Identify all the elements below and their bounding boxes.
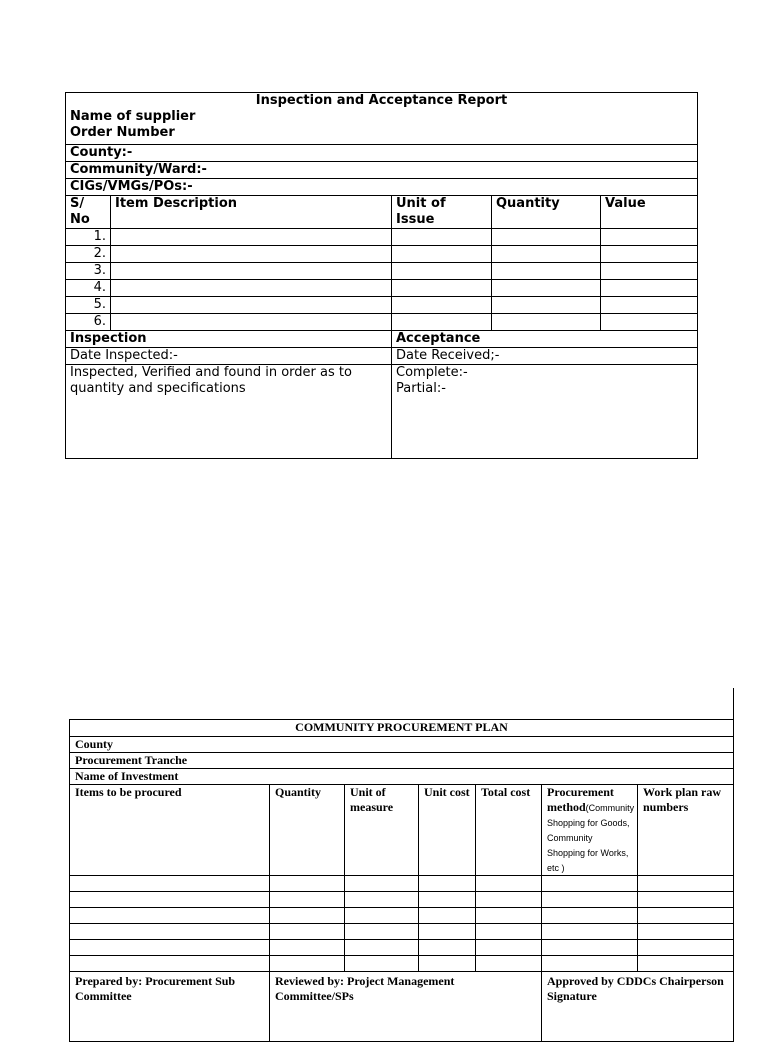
table-row (66, 246, 698, 263)
inspection-statement: Inspected, Verified and found in order as to quantity and specifications (66, 365, 392, 459)
report-title: Inspection and Acceptance Report (255, 93, 508, 108)
acceptance-heading: Acceptance (392, 331, 698, 348)
value-cell (601, 314, 698, 331)
item-cell (111, 297, 392, 314)
table-row (70, 924, 734, 940)
row-number: 2. (66, 246, 111, 263)
date-inspected-label: Date Inspected:- (66, 348, 392, 365)
table-row (66, 297, 698, 314)
item-cell (111, 229, 392, 246)
complete-label: Complete:- (396, 365, 468, 380)
county-label: County:- (66, 145, 698, 162)
col-work-plan: Work plan raw numbers (638, 785, 734, 876)
report-header-cell (66, 93, 698, 145)
inspection-heading: Inspection (66, 331, 392, 348)
col-plan-quantity: Quantity (270, 785, 345, 876)
col-total-cost: Total cost (476, 785, 542, 876)
cigs-label: CIGs/VMGs/POs:- (66, 179, 698, 196)
quantity-cell (492, 263, 601, 280)
row-number: 1. (66, 229, 111, 246)
col-unit-of-issue: Unit of Issue (392, 196, 492, 229)
row-number: 5. (66, 297, 111, 314)
unit-cell (392, 297, 492, 314)
unit-cell (392, 280, 492, 297)
plan-investment-label: Name of Investment (70, 769, 734, 785)
row-number: 6. (66, 314, 111, 331)
plan-tranche-label: Procurement Tranche (70, 753, 734, 769)
value-cell (601, 280, 698, 297)
row-number: 4. (66, 280, 111, 297)
reviewed-by-cell: Reviewed by: Project Management Committee/SPs (270, 972, 542, 1042)
procurement-method-label: Procurement method (547, 785, 614, 814)
item-cell (111, 280, 392, 297)
value-cell (601, 229, 698, 246)
value-cell (601, 297, 698, 314)
table-row (70, 908, 734, 924)
unit-cell (392, 246, 492, 263)
item-cell (111, 246, 392, 263)
col-procurement-method (542, 785, 638, 876)
col-item-description: Item Description (111, 196, 392, 229)
value-cell (601, 263, 698, 280)
quantity-cell (492, 314, 601, 331)
col-quantity: Quantity (492, 196, 601, 229)
col-items-to-be-procured: Items to be procured (70, 785, 270, 876)
table-row (70, 876, 734, 892)
table-row (66, 263, 698, 280)
col-sno: S/ No (66, 196, 111, 229)
plan-county-label: County (70, 737, 734, 753)
row-number: 3. (66, 263, 111, 280)
approved-by-cell: Approved by CDDCs Chairperson Signature (542, 972, 734, 1042)
unit-cell (392, 314, 492, 331)
unit-cell (392, 263, 492, 280)
value-cell (601, 246, 698, 263)
partial-label: Partial:- (396, 381, 446, 396)
quantity-cell (492, 246, 601, 263)
order-number-label: Order Number (70, 125, 175, 140)
prepared-by-cell: Prepared by: Procurement Sub Committee (70, 972, 270, 1042)
table-row (70, 940, 734, 956)
col-unit-cost: Unit cost (419, 785, 476, 876)
col-unit-of-measure: Unit of measure (345, 785, 419, 876)
date-received-label: Date Received;- (392, 348, 698, 365)
col-value: Value (601, 196, 698, 229)
item-cell (111, 263, 392, 280)
procurement-method-note: (Community Shopping for Goods, Community Shopping for Works, etc ) (547, 803, 635, 873)
supplier-label: Name of supplier (70, 109, 196, 124)
item-cell (111, 314, 392, 331)
plan-title: COMMUNITY PROCUREMENT PLAN (70, 720, 734, 737)
quantity-cell (492, 229, 601, 246)
table-row (70, 956, 734, 972)
inspection-acceptance-report (65, 92, 698, 459)
community-procurement-plan (69, 719, 734, 1042)
quantity-cell (492, 280, 601, 297)
table-row (66, 229, 698, 246)
table-row (70, 892, 734, 908)
unit-cell (392, 229, 492, 246)
table-row (66, 280, 698, 297)
table-row (66, 314, 698, 331)
quantity-cell (492, 297, 601, 314)
acceptance-status-cell (392, 365, 698, 459)
ward-label: Community/Ward:- (66, 162, 698, 179)
